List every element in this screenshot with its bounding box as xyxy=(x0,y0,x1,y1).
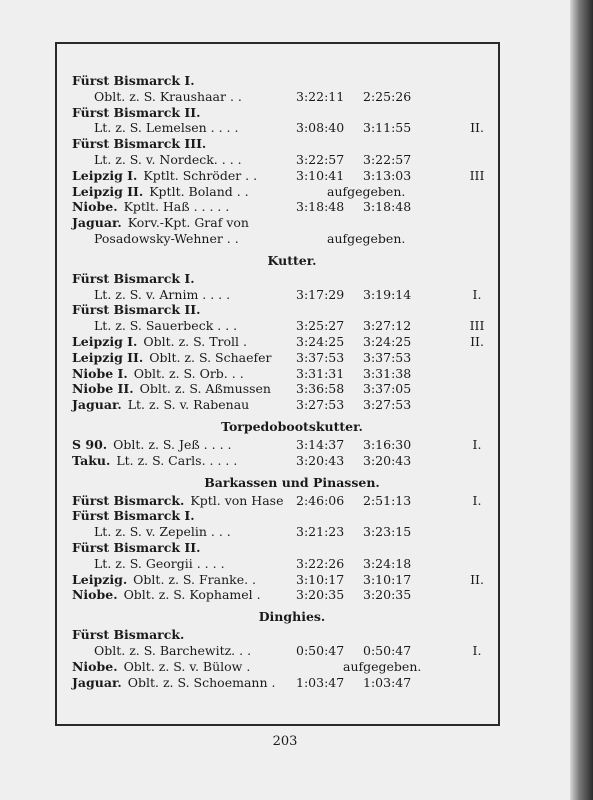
result-row xyxy=(72,659,512,675)
section-title: Dinghies. xyxy=(258,609,326,625)
ship-name: Niobe. xyxy=(72,199,118,215)
result-row xyxy=(72,587,512,603)
officer-name: Oblt. z. S. Orb. . . xyxy=(133,365,244,381)
status-text: aufgegeben. xyxy=(327,183,406,199)
result-row xyxy=(72,493,512,509)
elapsed-time: 3:24:25 xyxy=(296,333,345,349)
corrected-time: 3:20:35 xyxy=(363,587,412,603)
result-row xyxy=(72,540,512,556)
ship-name: Fürst Bismarck I. xyxy=(72,270,195,286)
elapsed-time: 3:17:29 xyxy=(296,286,345,302)
officer-name: Oblt. z. S. Schaefer xyxy=(149,349,272,365)
result-row xyxy=(72,643,512,659)
elapsed-time: 3:36:58 xyxy=(296,381,345,397)
elapsed-time: 3:37:53 xyxy=(296,349,345,365)
place-prize: III xyxy=(469,318,485,334)
corrected-time: 3:19:14 xyxy=(363,286,412,302)
officer-name: Oblt. z. S. Jeß . . . . xyxy=(113,436,232,452)
elapsed-time: 3:22:11 xyxy=(296,88,345,104)
corrected-time: 3:27:53 xyxy=(363,397,412,413)
result-row xyxy=(72,136,512,152)
ship-name: Fürst Bismarck II. xyxy=(72,539,201,555)
corrected-time: 3:27:12 xyxy=(363,318,412,334)
ship-name: Niobe II. xyxy=(72,381,134,397)
result-row xyxy=(72,675,512,691)
result-row xyxy=(72,572,512,588)
result-row xyxy=(72,381,512,397)
officer-name: Lt. z. S. Georgii . . . . xyxy=(94,555,225,571)
elapsed-time: 3:27:53 xyxy=(296,397,345,413)
result-row xyxy=(72,168,512,184)
result-row xyxy=(72,524,512,540)
corrected-time: 1:03:47 xyxy=(363,674,412,690)
result-row xyxy=(72,89,512,105)
place-prize: II. xyxy=(470,333,484,349)
corrected-time: 3:22:57 xyxy=(363,151,412,167)
place-prize: I. xyxy=(472,492,482,508)
corrected-time: 2:25:26 xyxy=(363,88,412,104)
result-row xyxy=(72,556,512,572)
result-row xyxy=(72,152,512,168)
result-row xyxy=(72,508,512,524)
officer-name: Korv.-Kpt. Graf von xyxy=(127,215,249,231)
result-row xyxy=(72,453,512,469)
corrected-time: 3:11:55 xyxy=(363,120,412,136)
elapsed-time: 3:10:17 xyxy=(296,571,345,587)
result-row xyxy=(72,215,512,231)
officer-name: Kptl. von Hase xyxy=(190,492,284,508)
ship-name: Fürst Bismarck III. xyxy=(72,136,207,152)
section-title: Torpedobootskutter. xyxy=(221,418,363,434)
elapsed-time: 3:22:26 xyxy=(296,555,345,571)
ship-name: Niobe I. xyxy=(72,365,128,381)
section-title: Barkassen und Pinassen. xyxy=(204,474,380,490)
result-row xyxy=(72,437,512,453)
officer-name: Lt. z. S. v. Rabenau xyxy=(127,397,250,413)
elapsed-time: 3:25:27 xyxy=(296,318,345,334)
result-row xyxy=(72,366,512,382)
elapsed-time: 3:22:57 xyxy=(296,151,345,167)
result-row xyxy=(72,302,512,318)
result-row xyxy=(72,199,512,215)
ship-name: Niobe. xyxy=(72,587,118,603)
elapsed-time: 3:21:23 xyxy=(296,524,345,540)
elapsed-time: 2:46:06 xyxy=(296,492,345,508)
ship-name: Leipzig I. xyxy=(72,333,138,349)
officer-name: Kptlt. Schröder . . xyxy=(143,167,258,183)
officer-name: Oblt. z. S. Troll . xyxy=(143,333,247,349)
ship-name: Niobe. xyxy=(72,658,118,674)
officer-name: Oblt. z. S. Kraushaar . . xyxy=(94,88,242,104)
place-prize: III xyxy=(469,167,485,183)
corrected-time: 3:13:03 xyxy=(363,167,412,183)
ship-name: Taku. xyxy=(72,452,111,468)
elapsed-time: 0:50:47 xyxy=(296,642,345,658)
corrected-time: 3:31:38 xyxy=(363,365,412,381)
corrected-time: 2:51:13 xyxy=(363,492,412,508)
ship-name: Fürst Bismarck II. xyxy=(72,302,201,318)
ship-name: Leipzig I. xyxy=(72,167,138,183)
results-table xyxy=(72,73,512,690)
result-row xyxy=(72,350,512,366)
officer-name: Oblt. z. S. Aßmussen xyxy=(139,381,271,397)
ship-name: Leipzig II. xyxy=(72,183,144,199)
ship-name: Jaguar. xyxy=(72,397,122,413)
corrected-time: 3:18:48 xyxy=(363,199,412,215)
corrected-time: 3:37:05 xyxy=(363,381,412,397)
corrected-time: 3:37:53 xyxy=(363,349,412,365)
result-row xyxy=(72,73,512,89)
ship-name: Leipzig. xyxy=(72,571,128,587)
corrected-time: 3:24:18 xyxy=(363,555,412,571)
result-row xyxy=(72,627,512,643)
elapsed-time: 3:08:40 xyxy=(296,120,345,136)
ship-name: S 90. xyxy=(72,436,108,452)
corrected-time: 3:16:30 xyxy=(363,436,412,452)
result-row xyxy=(72,231,512,247)
elapsed-time: 3:20:43 xyxy=(296,452,345,468)
page-number: 203 xyxy=(272,734,298,749)
ship-name: Jaguar. xyxy=(72,215,122,231)
ship-name: Leipzig II. xyxy=(72,349,144,365)
result-row xyxy=(72,105,512,121)
officer-name: Lt. z. S. v. Zepelin . . . xyxy=(94,524,231,540)
book-spine xyxy=(570,0,593,800)
section-title: Kutter. xyxy=(267,252,317,268)
ship-name: Fürst Bismarck II. xyxy=(72,104,201,120)
elapsed-time: 3:10:41 xyxy=(296,167,345,183)
officer-name: Lt. z. S. v. Arnim . . . . xyxy=(94,286,231,302)
place-prize: I. xyxy=(472,642,482,658)
officer-name: Lt. z. S. Lemelsen . . . . xyxy=(94,120,239,136)
officer-name: Oblt. z. S. v. Bülow . xyxy=(123,658,251,674)
officer-name: Oblt. z. S. Schoemann . xyxy=(127,674,276,690)
status-text: aufgegeben. xyxy=(327,230,406,246)
officer-name: Oblt. z. S. Kophamel . xyxy=(123,587,261,603)
result-row xyxy=(72,271,512,287)
corrected-time: 3:10:17 xyxy=(363,571,412,587)
elapsed-time: 3:14:37 xyxy=(296,436,345,452)
result-row xyxy=(72,318,512,334)
elapsed-time: 3:18:48 xyxy=(296,199,345,215)
corrected-time: 3:23:15 xyxy=(363,524,412,540)
ship-name: Fürst Bismarck I. xyxy=(72,508,195,524)
result-row xyxy=(72,184,512,200)
result-row xyxy=(72,397,512,413)
place-prize: I. xyxy=(472,436,482,452)
corrected-time: 0:50:47 xyxy=(363,642,412,658)
ship-name: Fürst Bismarck. xyxy=(72,627,185,643)
result-row xyxy=(72,287,512,303)
place-prize: II. xyxy=(470,120,484,136)
corrected-time: 3:24:25 xyxy=(363,333,412,349)
result-row xyxy=(72,334,512,350)
place-prize: I. xyxy=(472,286,482,302)
status-text: aufgegeben. xyxy=(343,658,422,674)
officer-name: Oblt. z. S. Barchewitz. . . xyxy=(94,642,252,658)
elapsed-time: 1:03:47 xyxy=(296,674,345,690)
officer-name: Oblt. z. S. Franke. . xyxy=(133,571,257,587)
elapsed-time: 3:20:35 xyxy=(296,587,345,603)
officer-name: Lt. z. S. v. Nordeck. . . . xyxy=(94,151,242,167)
ship-name: Fürst Bismarck I. xyxy=(72,73,195,88)
officer-name: Kptlt. Haß . . . . . xyxy=(123,199,230,215)
officer-name: Lt. z. S. Carls. . . . . xyxy=(116,452,238,468)
ship-name: Fürst Bismarck. xyxy=(72,492,185,508)
ship-name: Jaguar. xyxy=(72,674,122,690)
result-row xyxy=(72,120,512,136)
officer-name: Kptlt. Boland . . xyxy=(149,183,249,199)
corrected-time: 3:20:43 xyxy=(363,452,412,468)
elapsed-time: 3:31:31 xyxy=(296,365,345,381)
officer-name: Lt. z. S. Sauerbeck . . . xyxy=(94,318,238,334)
place-prize: II. xyxy=(470,571,484,587)
officer-name: Posadowsky-Wehner . . xyxy=(94,230,239,246)
